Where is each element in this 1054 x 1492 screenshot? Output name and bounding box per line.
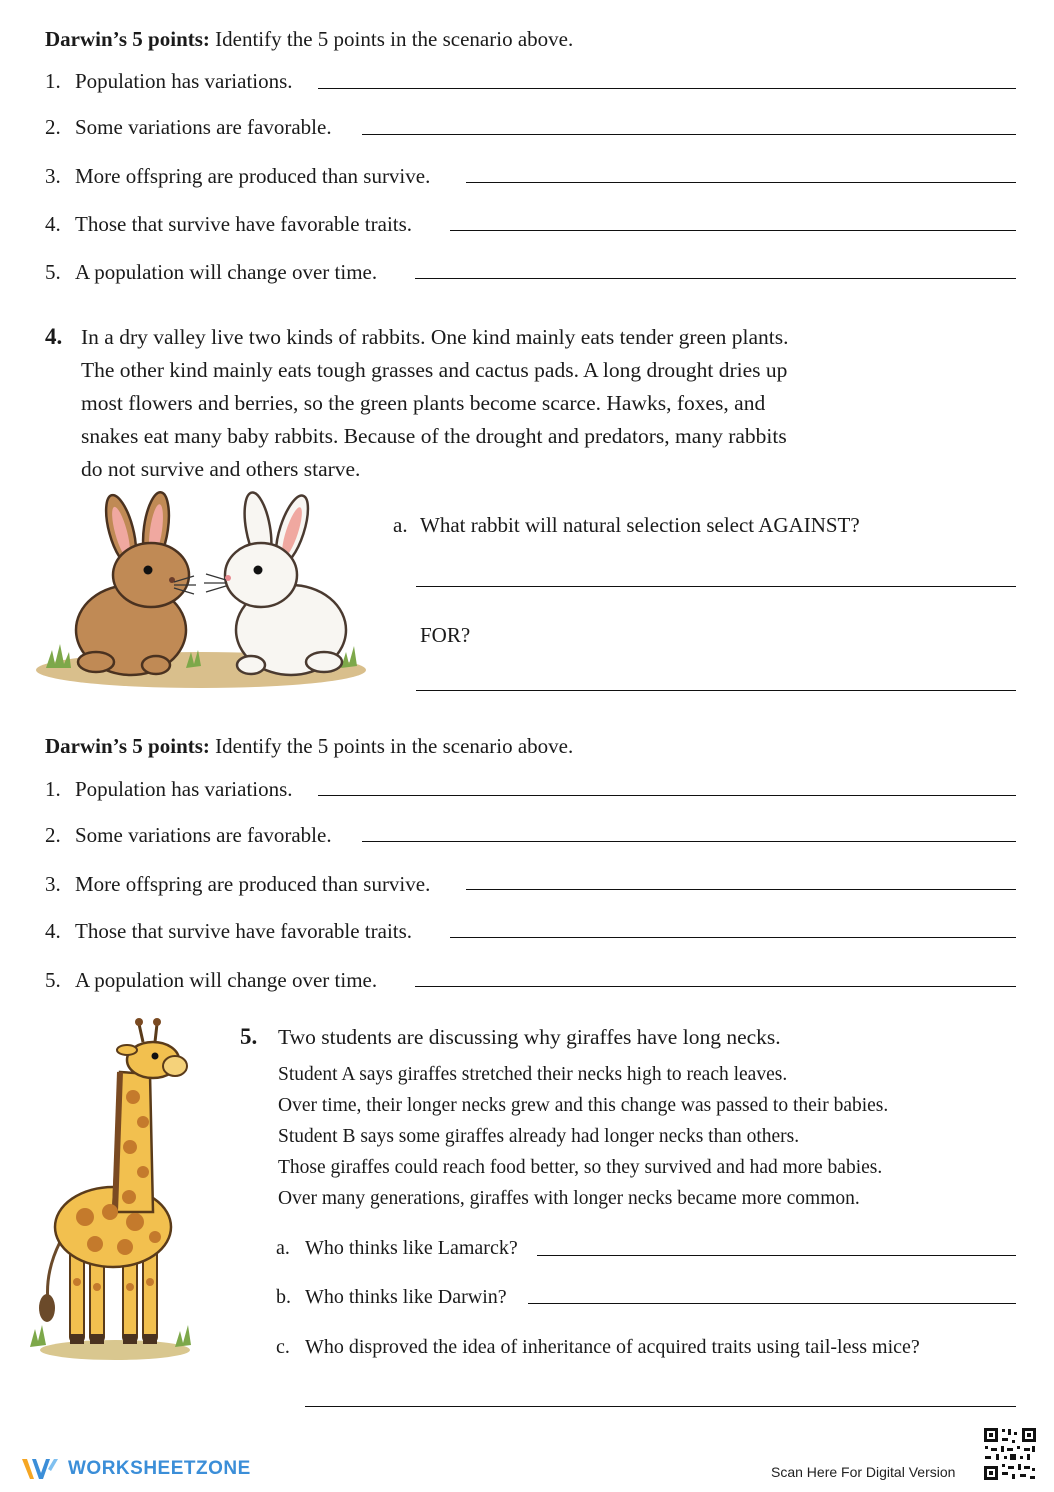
part-label: a. — [393, 513, 408, 537]
answer-line[interactable] — [450, 937, 1016, 938]
worksheetzone-logo-icon — [20, 1455, 60, 1483]
section2-header — [45, 733, 573, 759]
question-4a — [393, 512, 860, 538]
section1-item-1 — [45, 68, 293, 94]
item-number: 1. — [45, 777, 61, 801]
section1-header — [45, 26, 573, 52]
item-text: More offspring are produced than survive. — [75, 164, 431, 188]
section2-item-3 — [45, 871, 430, 897]
section1-item-5 — [45, 259, 377, 285]
footer-brand[interactable] — [20, 1455, 251, 1483]
item-text: More offspring are produced than survive. — [75, 872, 431, 896]
passage-line: Student B says some giraffes already had longer necks than others. — [278, 1126, 800, 1147]
part-label: a. — [276, 1237, 290, 1259]
answer-line[interactable] — [466, 889, 1016, 890]
brown-rabbit-illustration — [76, 491, 196, 675]
question-5-number: 5. — [240, 1024, 258, 1049]
white-rabbit-illustration — [204, 490, 346, 675]
item-number: 4. — [45, 212, 61, 236]
answer-line[interactable] — [415, 278, 1016, 279]
item-number: 3. — [45, 872, 61, 896]
item-number: 5. — [45, 968, 61, 992]
question-4-text — [81, 321, 789, 486]
question-4-line: snakes eat many baby rabbits. Because of the drought and predators, many rabbits — [81, 424, 787, 448]
item-text: Those that survive have favorable traits. — [75, 919, 413, 943]
brand-name: WORKSHEETZONE — [68, 1458, 251, 1479]
question-4-line: In a dry valley live two kinds of rabbits. One kind mainly eats tender green plants. — [81, 325, 789, 349]
section1-item-3 — [45, 163, 430, 189]
question-4-number: 4. — [45, 324, 63, 349]
question-5-passage — [278, 1059, 888, 1214]
question-5b — [276, 1284, 507, 1310]
section2-item-5 — [45, 967, 377, 993]
item-number: 4. — [45, 919, 61, 943]
section1-item-2 — [45, 114, 332, 140]
answer-line[interactable] — [362, 134, 1016, 135]
part-label: c. — [276, 1336, 290, 1358]
part-text: Who thinks like Lamarck? — [305, 1237, 518, 1259]
section2-item-2 — [45, 822, 332, 848]
answer-line[interactable] — [415, 986, 1016, 987]
passage-line: Student A says giraffes stretched their necks high to reach leaves. — [278, 1064, 788, 1085]
question-5a — [276, 1235, 518, 1261]
section2-item-4 — [45, 918, 412, 944]
item-number: 3. — [45, 164, 61, 188]
question-5c — [276, 1334, 920, 1360]
answer-line-for[interactable] — [416, 690, 1016, 691]
answer-line-mice[interactable] — [305, 1406, 1016, 1407]
qr-code-icon[interactable] — [982, 1426, 1038, 1482]
item-text: Some variations are favorable. — [75, 115, 332, 139]
item-text: A population will change over time. — [75, 260, 378, 284]
passage-line: Over many generations, giraffes with longer necks became more common. — [278, 1188, 860, 1209]
part-text: Who disproved the idea of inheritance of acquired traits using tail-less mice? — [305, 1336, 920, 1358]
answer-line-darwin[interactable] — [528, 1303, 1016, 1304]
item-number: 1. — [45, 69, 61, 93]
answer-line[interactable] — [466, 182, 1016, 183]
section1-header-bold: Darwin’s 5 points: — [45, 27, 210, 51]
item-number: 5. — [45, 260, 61, 284]
answer-line[interactable] — [362, 841, 1016, 842]
answer-line-against[interactable] — [416, 586, 1016, 587]
part-label: b. — [276, 1286, 291, 1308]
question-4-line: most flowers and berries, so the green plants become scarce. Hawks, foxes, and — [81, 391, 766, 415]
answer-line[interactable] — [450, 230, 1016, 231]
section2-header-rest: Identify the 5 points in the scenario above. — [209, 734, 574, 758]
section2-item-1 — [45, 776, 293, 802]
item-text: Those that survive have favorable traits. — [75, 212, 413, 236]
giraffe-illustration — [25, 1012, 195, 1362]
item-text: Some variations are favorable. — [75, 823, 332, 847]
part-text: Who thinks like Darwin? — [305, 1286, 507, 1308]
item-text: Population has variations. — [75, 69, 293, 93]
question-5-title: Two students are discussing why giraffes have long necks. — [278, 1025, 781, 1049]
answer-line[interactable] — [318, 795, 1016, 796]
section1-header-rest: Identify the 5 points in the scenario above. — [209, 27, 574, 51]
section1-item-4 — [45, 211, 412, 237]
section2-header-bold: Darwin’s 5 points: — [45, 734, 210, 758]
item-text: A population will change over time. — [75, 968, 378, 992]
item-text: Population has variations. — [75, 777, 293, 801]
item-number: 2. — [45, 115, 61, 139]
item-number: 2. — [45, 823, 61, 847]
passage-line: Those giraffes could reach food better, so they survived and had more babies. — [278, 1157, 883, 1178]
scan-caption: Scan Here For Digital Version — [771, 1464, 956, 1480]
question-4-line: The other kind mainly eats tough grasses and cactus pads. A long drought dries up — [81, 358, 788, 382]
passage-line: Over time, their longer necks grew and this change was passed to their babies. — [278, 1095, 889, 1116]
question-4-for: FOR? — [420, 623, 471, 647]
answer-line[interactable] — [318, 88, 1016, 89]
question-4-line: do not survive and others starve. — [81, 457, 361, 481]
part-text: What rabbit will natural selection select AGAINST? — [420, 513, 860, 537]
rabbits-illustration — [36, 490, 366, 690]
answer-line-lamarck[interactable] — [537, 1255, 1016, 1256]
